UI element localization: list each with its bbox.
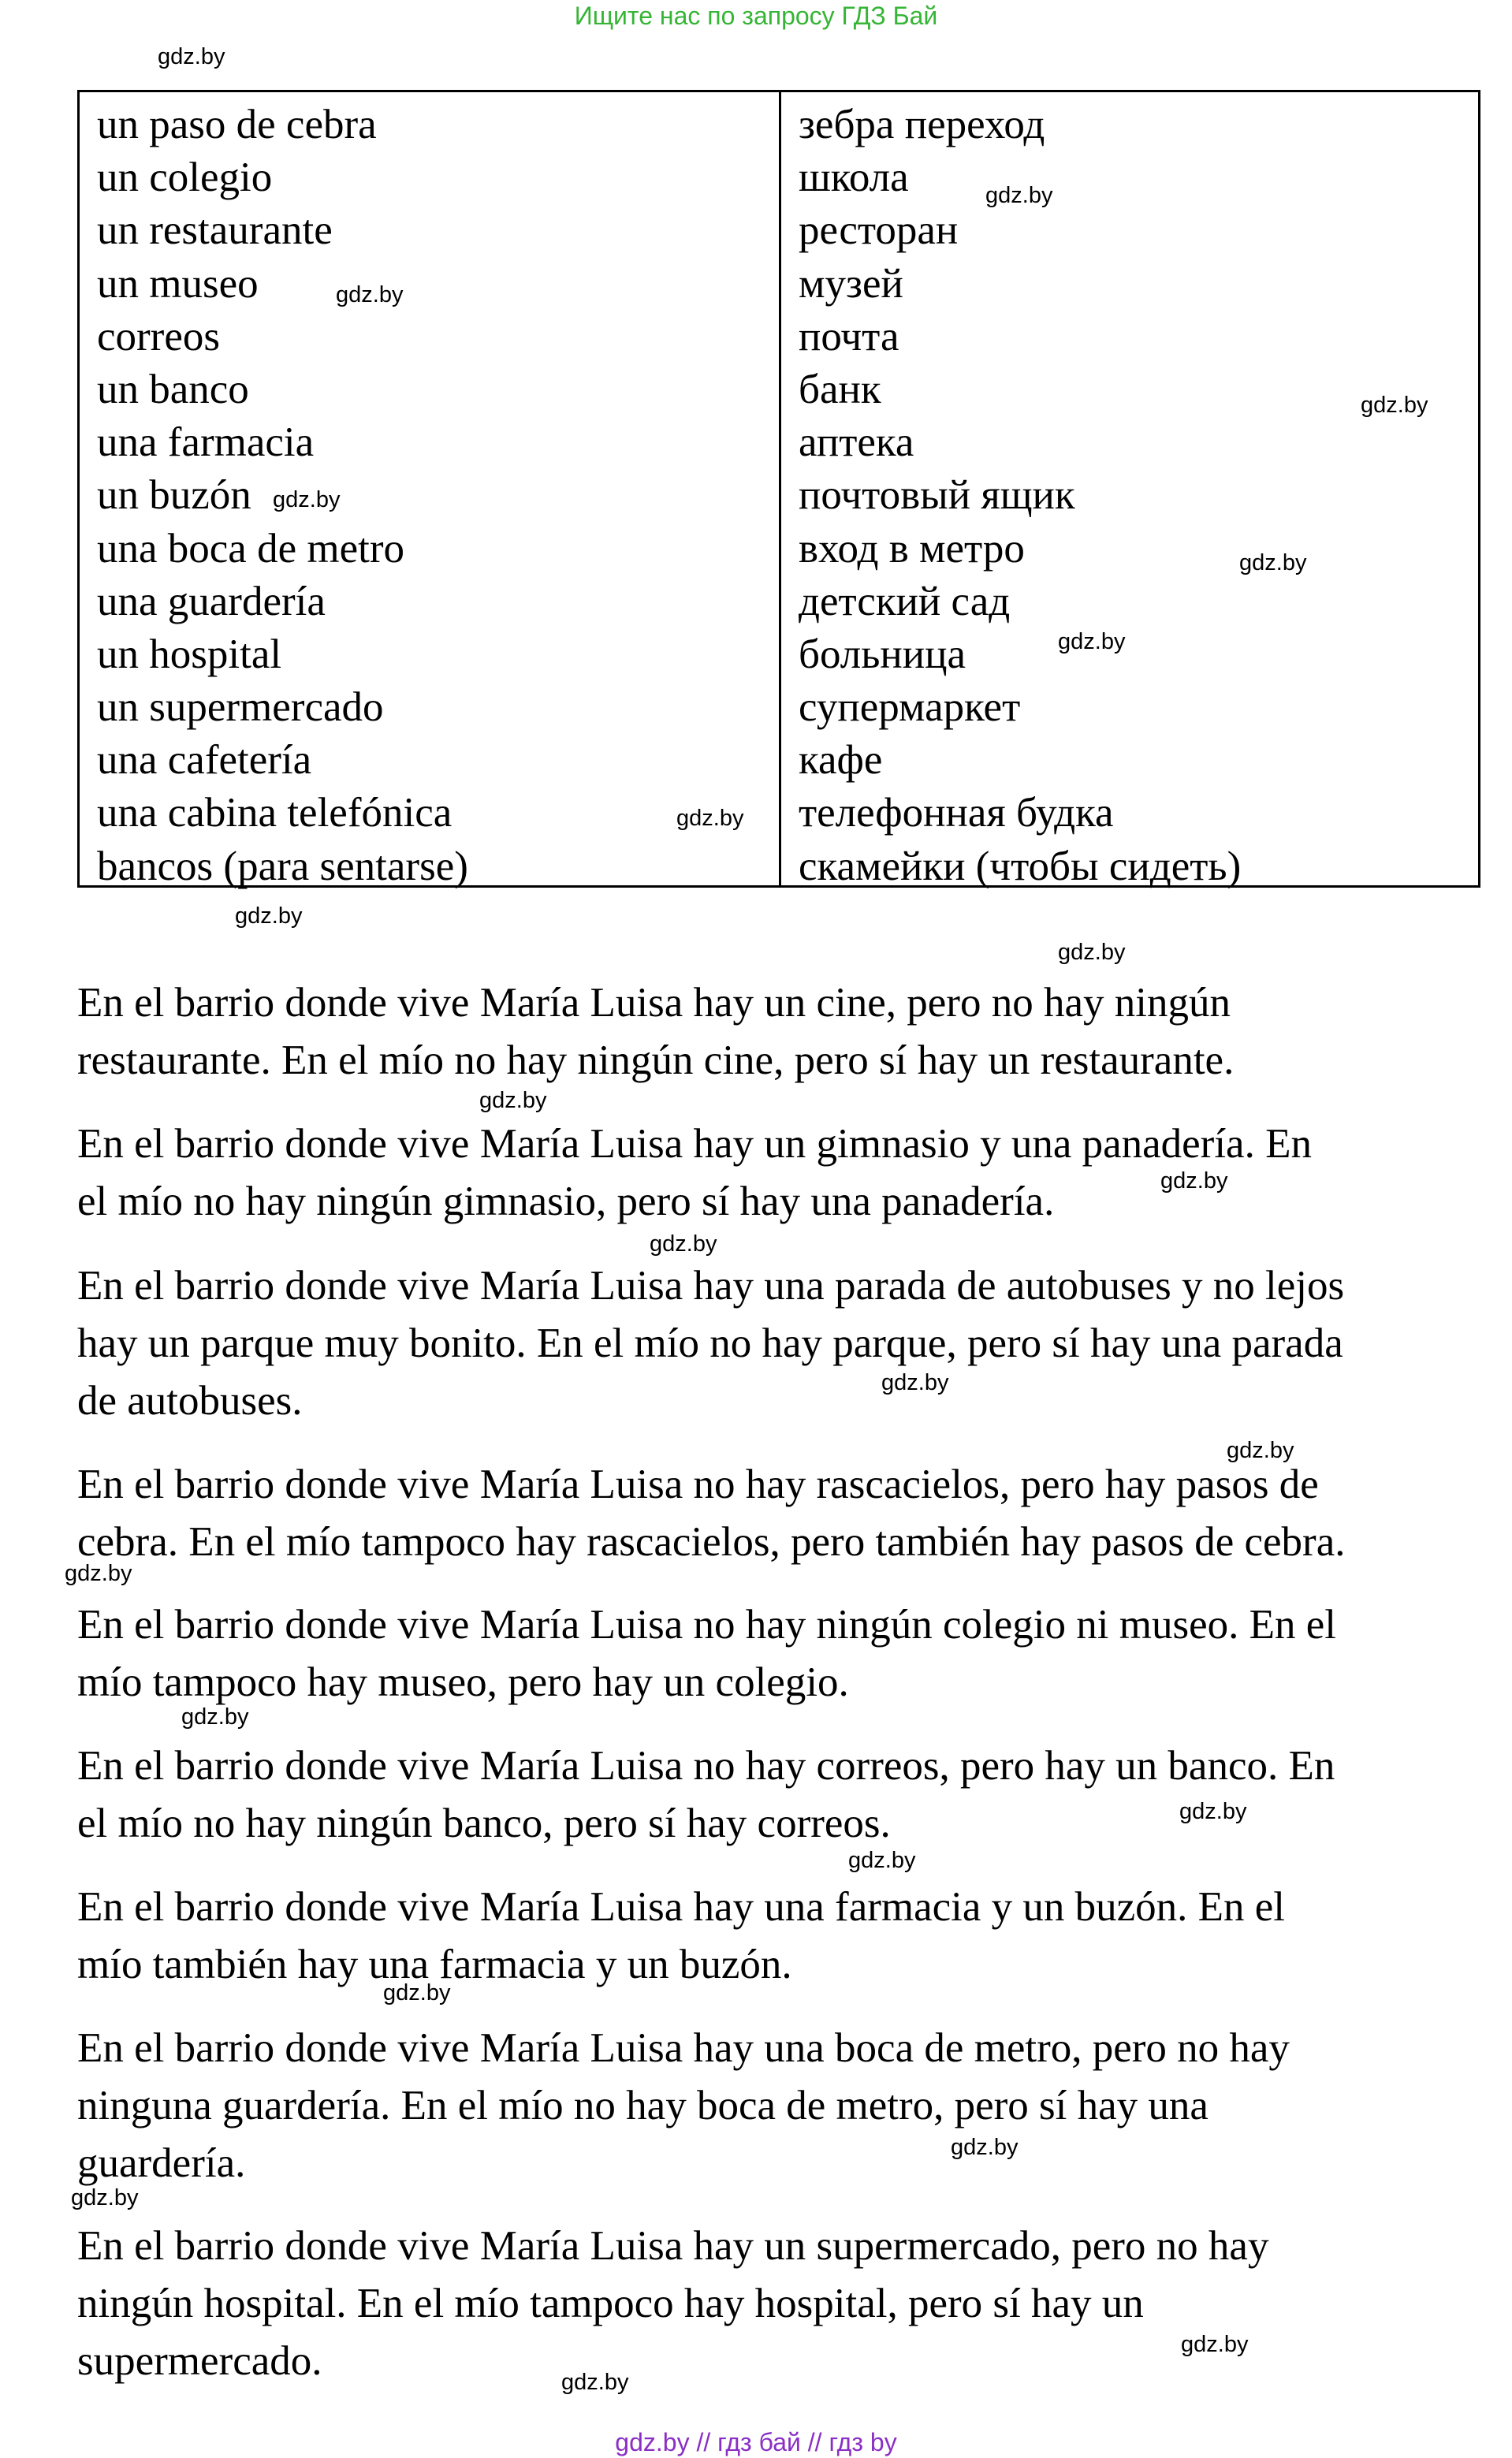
- answer-paragraph: [77, 1257, 1496, 1430]
- spanish-word: una boca de metro: [97, 525, 404, 572]
- watermark: gdz.by: [650, 1231, 717, 1257]
- answer-paragraph: [77, 1596, 1496, 1711]
- russian-word: аптека: [799, 419, 914, 466]
- paragraph-line: En el barrio donde vive María Luisa no hay rascacielos, pero hay pasos de: [77, 1462, 1319, 1507]
- watermark: gdz.by: [235, 903, 303, 929]
- paragraph-line: el mío no hay ningún banco, pero sí hay correos.: [77, 1801, 891, 1846]
- watermark: gdz.by: [1239, 550, 1307, 575]
- watermark: gdz.by: [1361, 393, 1428, 418]
- spanish-word: un restaurante: [97, 207, 333, 254]
- paragraph-line: En el barrio donde vive María Luisa hay una farmacia y un buzón. En el: [77, 1884, 1286, 1930]
- russian-word: почта: [799, 313, 899, 359]
- answer-paragraph: [77, 1456, 1496, 1571]
- spanish-word: una cabina telefónica: [97, 790, 452, 836]
- spanish-column: [80, 92, 781, 889]
- watermark: gdz.by: [1179, 1799, 1247, 1824]
- russian-word: банк: [799, 366, 881, 412]
- spanish-word: una guardería: [97, 578, 326, 624]
- watermark: gdz.by: [985, 183, 1053, 208]
- watermark: gdz.by: [71, 2185, 139, 2210]
- watermark: gdz.by: [848, 1848, 916, 1873]
- paragraph-line: hay un parque muy bonito. En el mío no hay parque, pero sí hay una parada: [77, 1320, 1343, 1366]
- answer-paragraph: [77, 1737, 1496, 1853]
- watermark: gdz.by: [1227, 1438, 1294, 1463]
- watermark: gdz.by: [1181, 2332, 1249, 2357]
- paragraph-line: mío también hay una farmacia y un buzón.: [77, 1942, 792, 1987]
- watermark: gdz.by: [1058, 629, 1126, 654]
- paragraph-line: de autobuses.: [77, 1378, 303, 1424]
- paragraph-line: supermercado.: [77, 2338, 322, 2384]
- watermark: gdz.by: [273, 487, 341, 512]
- spanish-word: un supermercado: [97, 684, 384, 731]
- paragraph-line: En el barrio donde vive María Luisa no hay correos, pero hay un banco. En: [77, 1743, 1335, 1789]
- watermark: gdz.by: [951, 2135, 1019, 2160]
- russian-word: ресторан: [799, 207, 959, 254]
- russian-word: больница: [799, 631, 966, 677]
- answer-paragraph: [77, 2020, 1496, 2192]
- paragraph-line: cebra. En el mío tampoco hay rascacielos, pero también hay pasos de cebra.: [77, 1519, 1346, 1565]
- russian-word: скамейки (чтобы сидеть): [799, 843, 1242, 889]
- spanish-word: un banco: [97, 366, 249, 412]
- site-footer: gdz.by // гдз бай // гдз by: [615, 2428, 897, 2456]
- russian-word: музей: [799, 260, 903, 307]
- watermark: gdz.by: [561, 2370, 629, 2395]
- watermark: gdz.by: [181, 1704, 249, 1730]
- spanish-word: un paso de cebra: [97, 102, 377, 147]
- watermark: gdz.by: [676, 806, 744, 831]
- paragraph-line: mío tampoco hay museo, pero hay un colegio.: [77, 1659, 849, 1705]
- spanish-word: un colegio: [97, 155, 273, 201]
- spanish-word: un museo: [97, 260, 259, 307]
- paragraph-line: En el barrio donde vive María Luisa no hay ningún colegio ni museo. En el: [77, 1602, 1336, 1648]
- paragraph-line: En el barrio donde vive María Luisa hay un cine, pero no hay ningún: [77, 980, 1231, 1026]
- answer-paragraph: [77, 2218, 1496, 2390]
- watermark: gdz.by: [158, 44, 225, 69]
- paragraph-line: ninguna guardería. En el mío no hay boca de metro, pero sí hay una: [77, 2083, 1208, 2128]
- paragraph-line: ningún hospital. En el mío tampoco hay hospital, pero sí hay un: [77, 2281, 1144, 2326]
- answer-paragraph: [77, 1879, 1496, 1994]
- spanish-word: bancos (para sentarse): [97, 843, 468, 889]
- russian-word: вход в метро: [799, 525, 1025, 572]
- paragraph-line: guardería.: [77, 2140, 246, 2186]
- spanish-word: una cafetería: [97, 737, 312, 784]
- watermark: gdz.by: [1058, 940, 1126, 965]
- russian-word: школа: [799, 155, 909, 201]
- watermark: gdz.by: [479, 1088, 547, 1113]
- paragraph-line: En el barrio donde vive María Luisa hay un gimnasio y una panadería. En: [77, 1121, 1312, 1167]
- answer-paragraph: [77, 1115, 1496, 1231]
- russian-word: почтовый ящик: [799, 472, 1075, 519]
- watermark: gdz.by: [336, 282, 404, 307]
- paragraph-line: En el barrio donde vive María Luisa hay una parada de autobuses y no lejos: [77, 1263, 1345, 1309]
- spanish-word: un hospital: [97, 631, 282, 677]
- russian-word: зебра переход: [799, 102, 1045, 147]
- paragraph-line: En el barrio donde vive María Luisa hay una boca de metro, pero no hay: [77, 2025, 1290, 2071]
- watermark: gdz.by: [383, 1980, 451, 2006]
- paragraph-line: el mío no hay ningún gimnasio, pero sí hay una panadería.: [77, 1179, 1055, 1224]
- spanish-word: correos: [97, 313, 220, 359]
- spanish-word: un buzón: [97, 472, 251, 519]
- russian-word: детский сад: [799, 578, 1011, 624]
- answer-paragraph: [77, 974, 1496, 1089]
- russian-word: телефонная будка: [799, 790, 1114, 836]
- watermark: gdz.by: [65, 1561, 132, 1586]
- site-banner: Ищите нас по запросу ГДЗ Бай: [574, 2, 938, 30]
- paragraph-line: restaurante. En el mío no hay ningún cine, pero sí hay un restaurante.: [77, 1037, 1235, 1083]
- russian-column: [781, 92, 1478, 889]
- spanish-word: una farmacia: [97, 419, 315, 466]
- watermark: gdz.by: [1160, 1168, 1228, 1194]
- paragraph-line: En el barrio donde vive María Luisa hay un supermercado, pero no hay: [77, 2223, 1269, 2269]
- russian-word: супермаркет: [799, 684, 1021, 731]
- watermark: gdz.by: [881, 1370, 949, 1395]
- russian-word: кафе: [799, 737, 883, 784]
